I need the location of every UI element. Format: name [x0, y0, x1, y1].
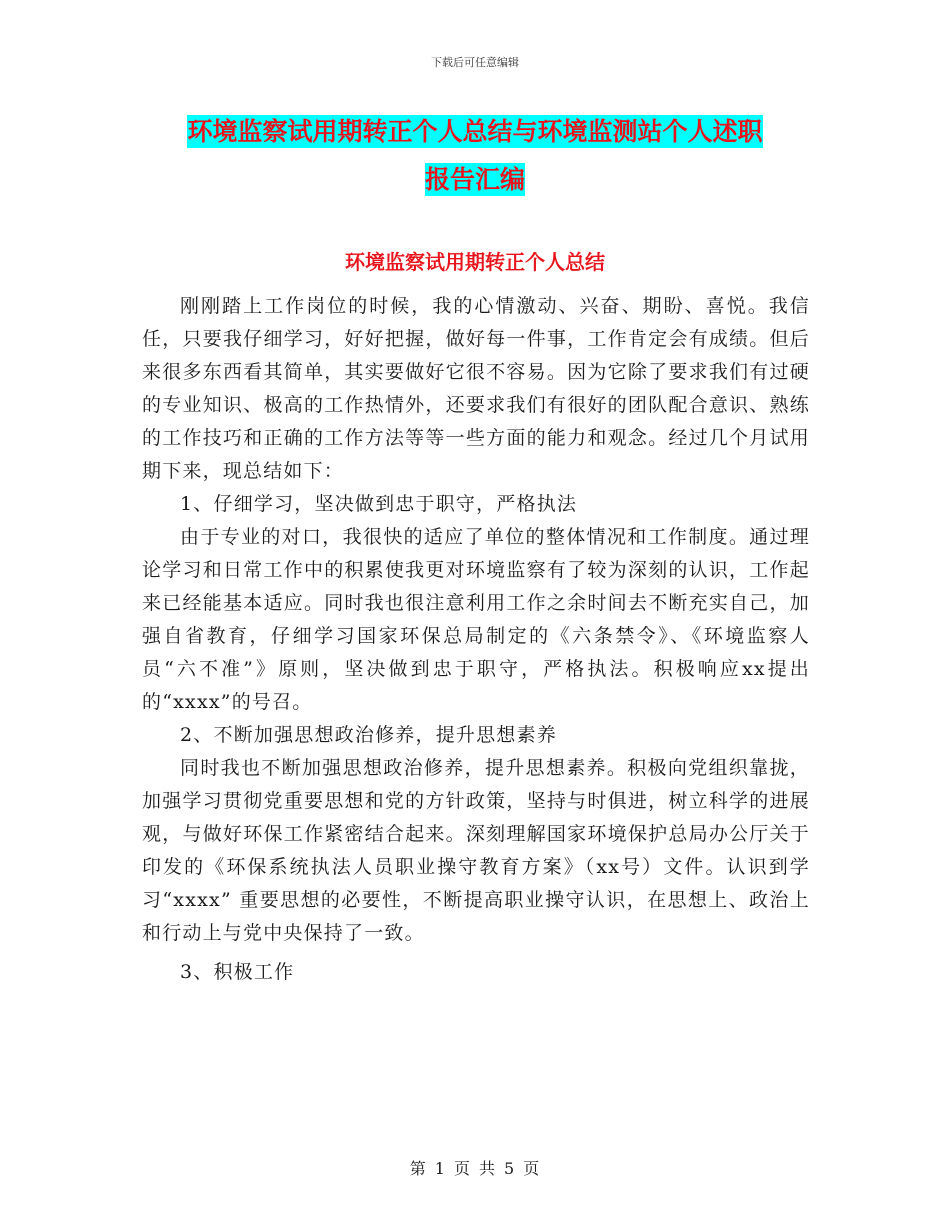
- heading-item-1: 1、仔细学习，坚决做到忠于职守，严格执法: [180, 493, 578, 515]
- footer-total-unit: 页: [523, 1159, 541, 1178]
- document-body: [142, 290, 810, 989]
- footer-page-unit: 页: [453, 1159, 471, 1178]
- paragraph-item-1: 由于专业的对口，我很快的适应了单位的整体情况和工作制度。通过理论学习和日常工作中的积累使我更对环境监察有了较为深刻的认识，工作起来已经能基本适应。同时我也很注意利用工作之余时间去不断充实自己，加强自省教育，仔细学习国家环保总局制定的《六条禁令》、《环境监察人员“六不准”》原则，坚决做到忠于职守，严格执法。积极响应xx提出的“xxxx”的号召。: [142, 526, 810, 713]
- footer-page-number: 1: [434, 1159, 446, 1178]
- title-line-2: 报告汇编: [424, 165, 525, 194]
- heading-item-3: 3、积极工作: [180, 961, 295, 983]
- heading-item-2: 2、不断加强思想政治修养，提升思想素养: [180, 724, 557, 746]
- title-line-1: 环境监察试用期转正个人总结与环境监测站个人述职: [187, 117, 763, 146]
- paragraph-item-2: 同时我也不断加强思想政治修养，提升思想素养。积极向党组织靠拢，加强学习贯彻党重要思想和党的方针政策，坚持与时俱进，树立科学的进展观，与做好环保工作紧密结合起来。深刻理解国家环境保护总局办公厅关于印发的《环保系统执法人员职业操守教育方案》（xx号）文件。认识到学习“xxxx” 重要思想的必要性，不断提高职业操守认识，在思想上、政治上和行动上与党中央保持了一致。: [142, 757, 810, 944]
- footer-prefix: 第: [409, 1159, 427, 1178]
- page-footer: [0, 1156, 950, 1179]
- header-note: 下载后可任意编辑: [431, 56, 519, 69]
- section-title: 环境监察试用期转正个人总结: [345, 250, 605, 274]
- paragraph-intro: 刚刚踏上工作岗位的时候，我的心情激动、兴奋、期盼、喜悦。我信任，只要我仔细学习，好好把握，做好每一件事，工作肯定会有成绩。但后来很多东西看其简单，其实要做好它很不容易。因为它除了要求我们有过硬的专业知识、极高的工作热情外，还要求我们有很好的团队配合意识、熟练的工作技巧和正确的工作方法等等一些方面的能力和观念。经过几个月试用期下来，现总结如下：: [142, 295, 810, 482]
- document-title: [0, 108, 950, 204]
- footer-total-pages: 5: [504, 1159, 516, 1178]
- footer-total-prefix: 共: [479, 1159, 497, 1178]
